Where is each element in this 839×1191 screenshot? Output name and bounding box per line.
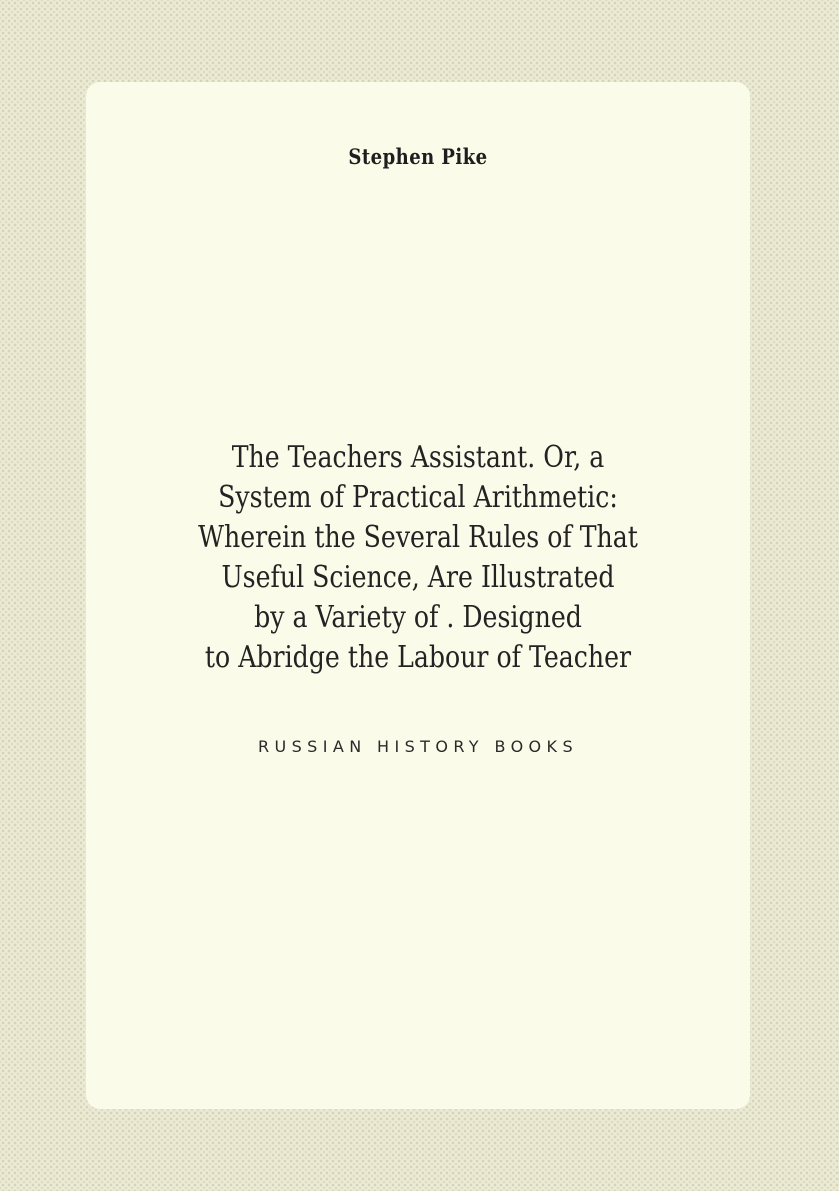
title-line: to Abridge the Labour of Teacher: [204, 640, 632, 675]
title-line: Useful Science, Are Illustrated: [221, 560, 615, 595]
title-line: System of Practical Arithmetic:: [218, 480, 618, 515]
title-line: by a Variety of . Designed: [254, 600, 582, 635]
publisher-name: RUSSIAN HISTORY BOOKS: [257, 737, 579, 756]
book-title: [86, 438, 750, 678]
cover-panel: [86, 82, 750, 1109]
author-name: Stephen Pike: [348, 144, 488, 169]
title-line: The Teachers Assistant. Or, a: [231, 440, 605, 475]
title-line: Wherein the Several Rules of That: [198, 520, 638, 555]
